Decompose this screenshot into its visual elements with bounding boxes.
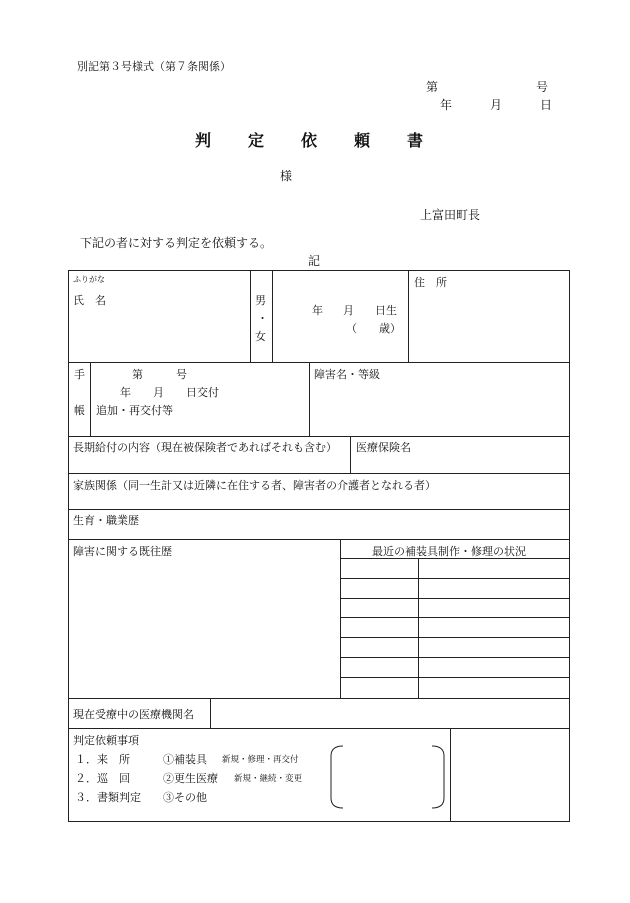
insurance-label: 医療保険名 [356, 441, 411, 454]
request-row1-left: １．来 所 [75, 753, 130, 766]
techo-char-1: 手 [74, 368, 85, 381]
sex-female: 女 [255, 330, 266, 343]
techo-char-2: 帳 [74, 404, 85, 417]
upbringing-label: 生育・職業歴 [73, 514, 139, 527]
request-row1-right: ①補装具 [163, 753, 207, 766]
request-row3-left: ３．書類判定 [75, 791, 141, 804]
addressee-suffix: 様 [280, 169, 293, 183]
ki-label: 記 [308, 254, 321, 268]
request-row2-note: 新規・継続・変更 [234, 774, 303, 784]
techo-number: 第 号 [132, 368, 187, 381]
history-label: 障害に関する既往歴 [73, 545, 172, 558]
doc-number-suffix: 号 [536, 80, 549, 94]
techo-reissue: 追加・再交付等 [96, 404, 173, 417]
form-number-label: 別記第３号様式（第７条関係） [77, 60, 231, 73]
name-label: 氏 名 [73, 294, 106, 307]
issuer-name: 上富田町長 [420, 208, 481, 222]
request-label: 判定依頼事項 [73, 734, 139, 747]
date-year: 年 [440, 98, 453, 112]
furigana-label: ふりがな [73, 275, 105, 284]
title-char: 判 [195, 131, 212, 150]
birth-day: 日生 [375, 304, 397, 317]
birth-month: 月 [343, 304, 354, 317]
intro-text: 下記の者に対する判定を依頼する。 [80, 236, 273, 250]
bracket-pair [325, 742, 450, 812]
medical-label: 現在受療中の医療機関名 [73, 708, 194, 721]
techo-issued: 年 月 日交付 [120, 386, 219, 399]
disability-label: 障害名・等級 [314, 368, 380, 381]
doc-number-prefix: 第 [426, 80, 439, 94]
page-title [195, 128, 460, 151]
title-char: 定 [248, 131, 265, 150]
date-day: 日 [540, 98, 553, 112]
address-label: 住 所 [414, 276, 447, 289]
request-row1-note: 新規・修理・再交付 [222, 755, 299, 765]
request-row3-right: ③その他 [163, 791, 207, 804]
birth-year: 年 [312, 304, 323, 317]
date-month: 月 [490, 98, 503, 112]
title-char: 頼 [354, 131, 371, 150]
age-field: （ 歳） [346, 322, 401, 335]
sex-male: 男 [255, 294, 266, 307]
title-char: 依 [301, 131, 318, 150]
title-char: 書 [407, 131, 424, 150]
recent-label: 最近の補装具制作・修理の状況 [372, 545, 526, 558]
request-row2-right: ②更生医療 [163, 772, 218, 785]
family-label: 家族関係（同一生計又は近隣に在住する者、障害者の介護者となれる者） [73, 479, 436, 492]
benefits-label: 長期給付の内容（現在被保険者であればそれも含む） [73, 441, 337, 454]
sex-dot: ・ [257, 312, 268, 325]
request-row2-left: ２．巡 回 [75, 772, 130, 785]
